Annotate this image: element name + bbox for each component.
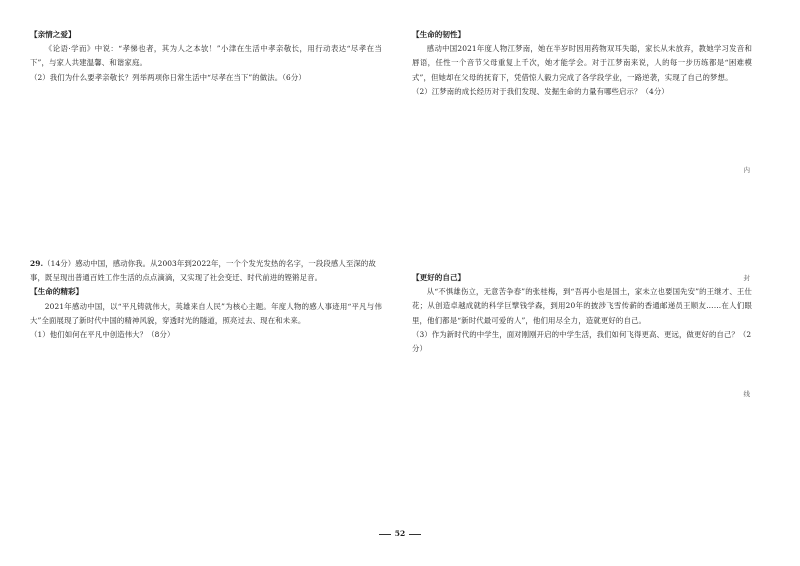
section-text: 感动中国2021年度人物江梦南，她在半岁时因用药物双耳失聪，家长从未放弃，教她学习发音和唇语，任性一个音节父母重复上千次，她才能学会。对于江梦南来说，人的每一步历练都是“困难模式”，但她却在父母的抚育下，凭借惊人毅力完成了各学段学业，一路逆袭，实现了自己的梦想。: [412, 44, 752, 82]
page-footer: [0, 527, 800, 541]
section-title: 【亲情之爱】: [30, 30, 76, 39]
section-title: 【生命的精彩】: [30, 287, 84, 297]
question-3: （3）作为新时代的中学生，面对刚刚开启的中学生活，我们如何飞得更高、更远，做更好的自己？（2分）: [412, 329, 752, 353]
page-number: 52: [394, 529, 406, 538]
question-1: （1）他们如何在平凡中创造伟大？（8分）: [30, 329, 175, 339]
section-family-love: [30, 28, 382, 85]
section-title: 【更好的自己】: [412, 273, 466, 282]
question-number: 29.: [30, 259, 44, 268]
section-better-self: [412, 271, 752, 356]
question-2-right: （2）江梦南的成长经历对于我们发现、发掘生命的力量有哪些启示？（4分）: [412, 86, 669, 96]
footer-dash-right: [409, 534, 421, 535]
question-29-block: [30, 257, 382, 342]
section-title: 【生命的韧性】: [412, 30, 466, 39]
question-2: （2）我们为什么要孝亲敬长？列举两项你日常生活中“尽孝在当下”的做法。（6分）: [30, 72, 306, 82]
section-text: 2021年感动中国，以“平凡铸就伟大，英雄来自人民”为核心主题。年度人物的感人事迹用“平凡与伟大”全面展现了新时代中国的精神风貌，穿透时光的隧道，照亮过去、现在和未来。: [30, 301, 382, 325]
section-text: 《论语·学而》中说：“孝悌也者，其为人之本欤！”小津在生活中孝亲敬长，用行动表达“尽孝在当下”，与家人共建温馨、和谐家庭。: [30, 44, 382, 68]
footer-dash-left: [379, 534, 391, 535]
binding-mark-line: 线: [743, 390, 750, 398]
binding-mark-seal: 封: [743, 274, 750, 282]
question-29-intro: [30, 257, 382, 285]
section-resilience: [412, 28, 752, 99]
section-text: 从“不惧雄伤立，无意苦争春”的张桂梅，到“吾再小也是国土，家未立也要国先安”的王继才、王仕花；从创造卓越成就的科学巨擘钱学森，到用20年的披涉飞雪传薪的香通邮递员王顺友……在人们眼里，他们都是“新时代最可爱的人”，他们用尽全力，造就更好的自己。: [412, 287, 752, 325]
binding-mark-inner: 内: [743, 166, 750, 174]
question-29-text: （14分）感动中国，感动你我。从2003年到2022年，一个个发光发热的名字，一段段感人至深的故事，既呈现出普通百姓工作生活的点点滴滴，又实现了社会变迁、时代前进的铿锵足音。: [30, 259, 376, 283]
